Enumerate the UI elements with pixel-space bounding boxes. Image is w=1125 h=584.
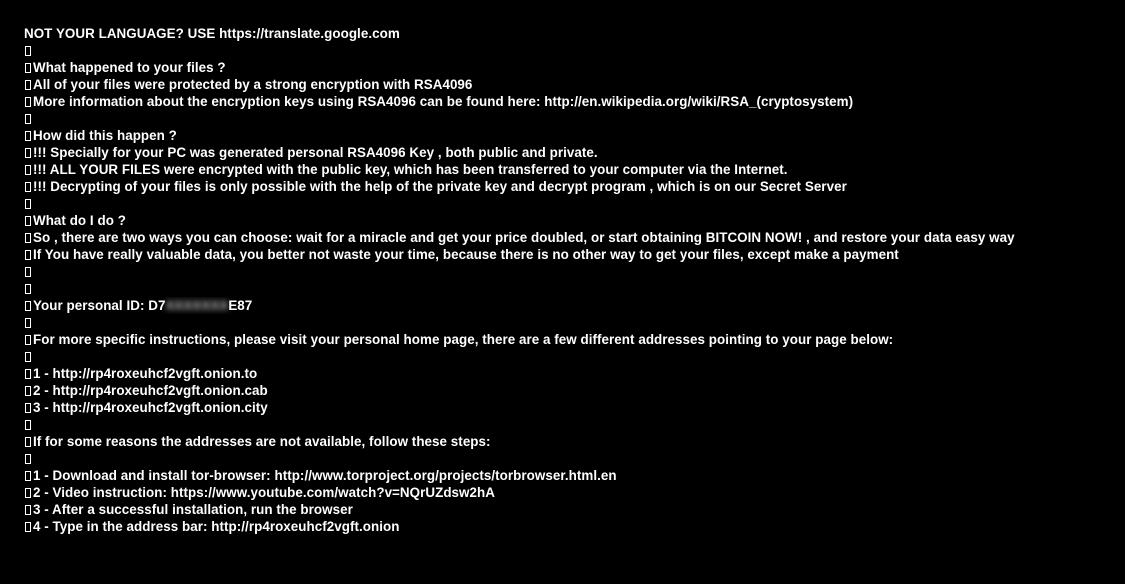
missing-glyph-icon [25,352,31,362]
blank-line [24,110,1119,127]
address-line: 2 - http://rp4roxeuhcf2vgft.onion.cab [24,382,1119,399]
missing-glyph-icon [25,148,31,158]
step-line: 2 - Video instruction: https://www.youtube.com/watch?v=NQrUZdsw2hA [24,484,1119,501]
missing-glyph-icon [25,284,31,294]
missing-glyph-icon [25,471,31,481]
blank-line [24,450,1119,467]
personal-id-label: Your personal ID: D7 [33,298,166,313]
blank-line [24,280,1119,297]
missing-glyph-icon [25,165,31,175]
missing-glyph-icon [25,335,31,345]
ransom-note-text [24,25,1119,535]
missing-glyph-icon [25,318,31,328]
step-line: 4 - Type in the address bar: http://rp4roxeuhcf2vgft.onion [24,518,1119,535]
missing-glyph-icon [25,182,31,192]
step-line: 1 - Download and install tor-browser: http://www.torproject.org/projects/torbrowser.html.en [24,467,1119,484]
how-heading: How did this happen ? [24,127,1119,144]
address-line: 1 - http://rp4roxeuhcf2vgft.onion.to [24,365,1119,382]
how-line: !!! Decrypting of your files is only possible with the help of the private key and decrypt program , which is on our Secret Server [24,178,1119,195]
missing-glyph-icon [25,420,31,430]
missing-glyph-icon [25,505,31,515]
missing-glyph-icon [25,437,31,447]
blank-line [24,314,1119,331]
blank-line [24,263,1119,280]
missing-glyph-icon [25,97,31,107]
what-to-do-line: If You have really valuable data, you better not waste your time, because there is no other way to get your files, except make a payment [24,246,1119,263]
missing-glyph-icon [25,46,31,56]
missing-glyph-icon [25,267,31,277]
addresses-intro: For more specific instructions, please visit your personal home page, there are a few different addresses pointing to your page below: [24,331,1119,348]
missing-glyph-icon [25,80,31,90]
personal-id-redacted: XXXXXXX [165,298,229,313]
step-line: 3 - After a successful installation, run the browser [24,501,1119,518]
missing-glyph-icon [25,488,31,498]
blank-line [24,348,1119,365]
missing-glyph-icon [25,114,31,124]
language-hint-text: NOT YOUR LANGUAGE? USE https://translate.google.com [24,26,400,41]
what-happened-heading: What happened to your files ? [24,59,1119,76]
how-line: !!! Specially for your PC was generated personal RSA4096 Key , both public and private. [24,144,1119,161]
missing-glyph-icon [25,250,31,260]
steps-intro: If for some reasons the addresses are not available, follow these steps: [24,433,1119,450]
missing-glyph-icon [25,386,31,396]
missing-glyph-icon [25,63,31,73]
personal-id-suffix: E87 [228,298,253,313]
missing-glyph-icon [25,369,31,379]
what-happened-line: More information about the encryption keys using RSA4096 can be found here: http://en.wikipedia.org/wiki/RSA_(cryptosystem) [24,93,1119,110]
blank-line [24,416,1119,433]
what-to-do-heading: What do I do ? [24,212,1119,229]
what-to-do-line: So , there are two ways you can choose: wait for a miracle and get your price doubled, or start obtaining BITCOIN NOW! , and restore your data easy way [24,229,1119,246]
address-line: 3 - http://rp4roxeuhcf2vgft.onion.city [24,399,1119,416]
what-happened-line: All of your files were protected by a strong encryption with RSA4096 [24,76,1119,93]
missing-glyph-icon [25,301,31,311]
blank-line [24,195,1119,212]
missing-glyph-icon [25,131,31,141]
missing-glyph-icon [25,199,31,209]
missing-glyph-icon [25,522,31,532]
blank-line [24,42,1119,59]
language-hint-line [24,25,1119,42]
personal-id-line [24,297,1119,314]
missing-glyph-icon [25,454,31,464]
missing-glyph-icon [25,233,31,243]
how-line: !!! ALL YOUR FILES were encrypted with the public key, which has been transferred to your computer via the Internet. [24,161,1119,178]
missing-glyph-icon [25,403,31,413]
missing-glyph-icon [25,216,31,226]
